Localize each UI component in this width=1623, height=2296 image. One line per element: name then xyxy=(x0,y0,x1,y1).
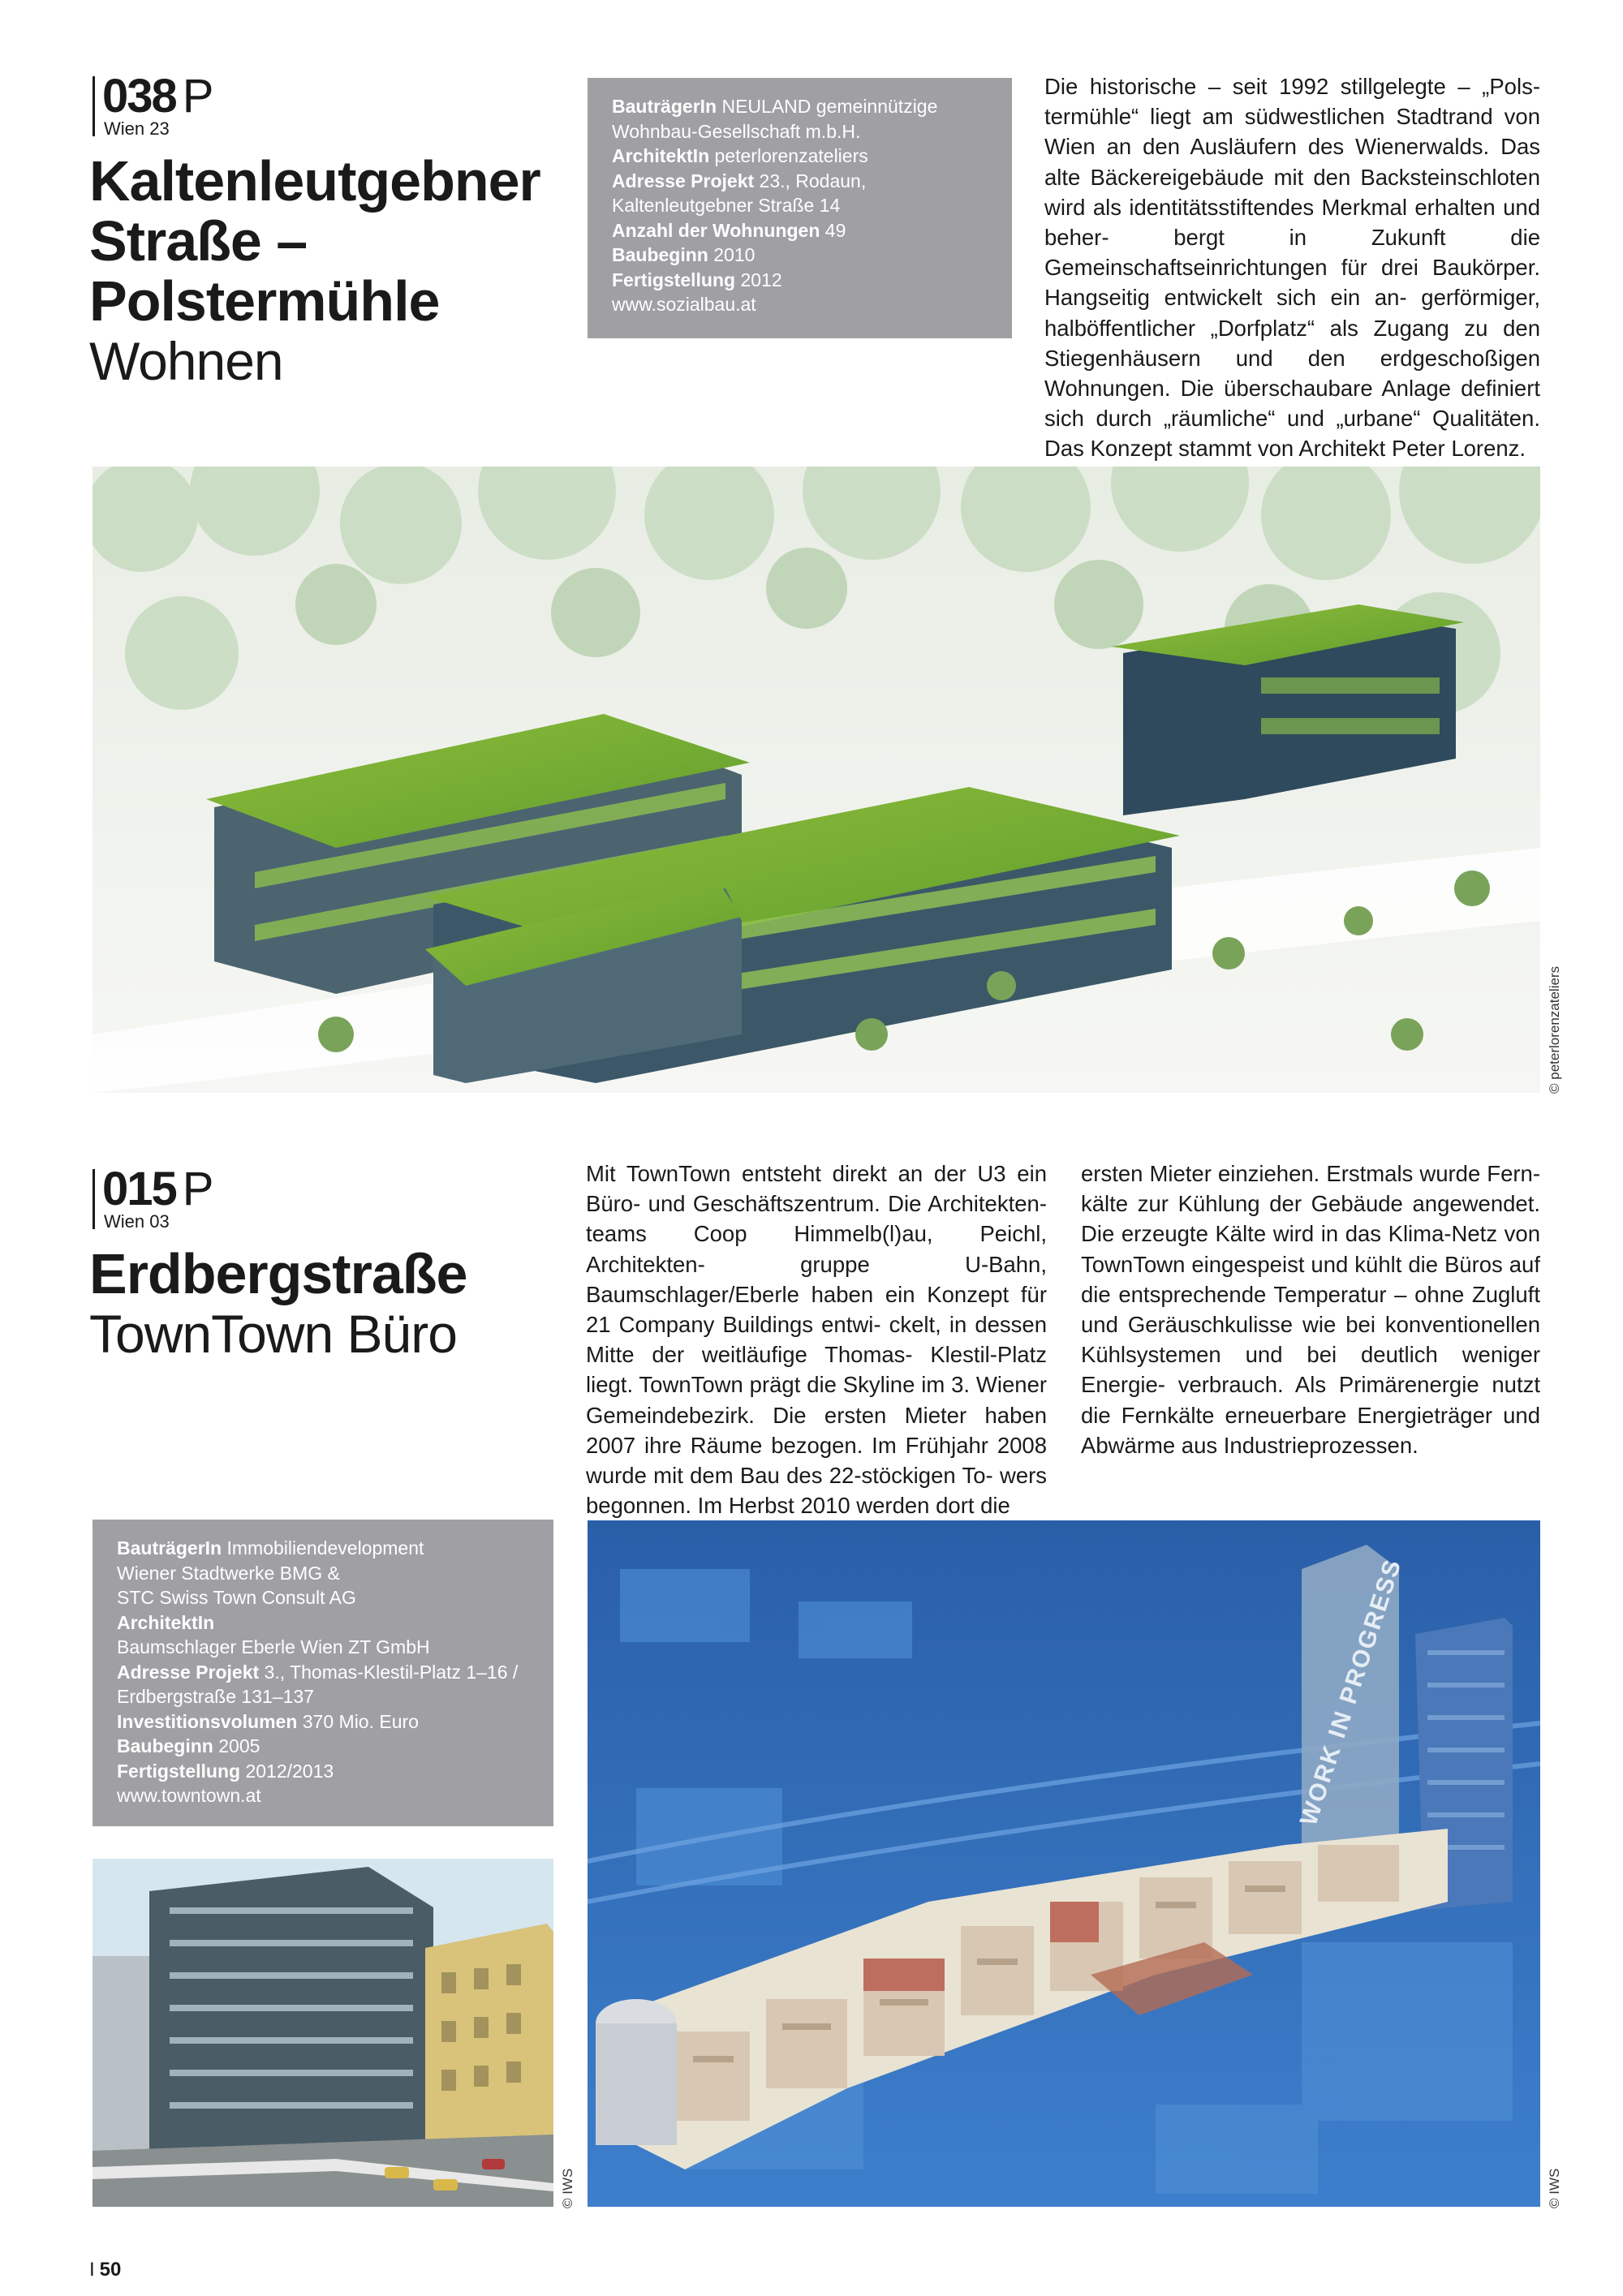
info-value: 370 Mio. Euro xyxy=(302,1710,419,1732)
body-line: drei Baukörper. Hangseitig entwickelt sich ein an- xyxy=(1044,255,1540,311)
info-label: Baubeginn xyxy=(117,1735,213,1756)
building-illustration xyxy=(93,1859,553,2207)
info-architekt-value: Baumschlager Eberle Wien ZT GmbH xyxy=(117,1636,430,1658)
body-line: Die erzeugte Kälte wird in das Klima-Netz von xyxy=(1081,1221,1540,1247)
info-label: Fertigstellung xyxy=(117,1760,241,1782)
info-value: 2005 xyxy=(218,1735,260,1756)
project-015-body-col1 xyxy=(586,1159,1047,1520)
body-line: ersten Mieter einziehen. Erstmals wurde Fern- xyxy=(1081,1161,1540,1186)
title-line-3: Polstermühle xyxy=(89,269,440,333)
info-label: BauträgerIn xyxy=(117,1537,222,1559)
body-paragraph xyxy=(1081,1159,1540,1460)
body-line: TownTown eingespeist und kühlt die Büros auf xyxy=(1081,1251,1540,1277)
image-credit: © IWS xyxy=(1547,2168,1562,2208)
info-adresse-cont: Kaltenleutgebner Straße 14 xyxy=(612,195,841,216)
number-bar xyxy=(93,76,95,136)
project-title xyxy=(89,1244,467,1364)
project-district: Wien 03 xyxy=(104,1211,170,1232)
body-line: und Geräuschkulisse wie bei konventionellen xyxy=(1081,1312,1540,1338)
project-038-info-box xyxy=(588,78,1012,338)
body-line: kälte zur Kühlung der Gebäude angewendet. xyxy=(1081,1191,1540,1217)
info-value: 2012/2013 xyxy=(245,1760,334,1782)
project-title xyxy=(89,151,540,391)
body-line: verbrauch. Als Primärenergie nutzt die Fernkälte xyxy=(1081,1372,1541,1428)
body-line: Konzept stammt von Architekt Peter Lorenz. xyxy=(1090,436,1526,462)
image-credit: © IWS xyxy=(560,2168,575,2208)
page-marker: I xyxy=(89,2259,95,2281)
info-label: Adresse Projekt xyxy=(612,170,755,191)
body-line: teams Coop Himmelb(l)au, Peichl, Architekten- xyxy=(586,1221,1047,1277)
body-line: Büro- und Geschäftszentrum. Die Architekten- xyxy=(586,1191,1047,1217)
project-038-body xyxy=(1044,71,1540,464)
info-label: Fertigstellung xyxy=(612,269,736,290)
body-line: Wien an den Ausläufern des Wienerwalds. Das alte xyxy=(1044,134,1540,190)
project-subtitle: Wohnen xyxy=(89,331,283,391)
info-value: 49 xyxy=(824,219,846,241)
info-label: ArchitektIn xyxy=(117,1611,215,1633)
info-label: ArchitektIn xyxy=(612,145,710,166)
project-038-header xyxy=(89,70,576,398)
info-baubeginn xyxy=(117,1734,529,1759)
aerial-illustration xyxy=(588,1520,1540,2207)
body-line: die entsprechende Temperatur – ohne Zugluft xyxy=(1081,1281,1540,1307)
number-bar xyxy=(93,1169,95,1229)
body-line: erneuerbare Energieträger und Abwärme aus xyxy=(1081,1402,1540,1458)
towntown-building-render xyxy=(93,1859,553,2207)
towntown-aerial-render xyxy=(588,1520,1540,2207)
project-number-suffix: P xyxy=(182,70,213,123)
body-line: haben 2007 ihre Räume bezogen. Im Frühjahr xyxy=(586,1402,1047,1458)
project-015-body-col2 xyxy=(1081,1159,1540,1460)
body-line: ckelt, in dessen Mitte der weitläufige Thomas- xyxy=(586,1312,1048,1368)
body-line: termühle“ liegt am südwestlichen Stadtrand von xyxy=(1044,104,1540,130)
body-line: als identitätsstiftendes Merkmal erhalten und beher- xyxy=(1044,194,1540,251)
info-label: Anzahl der Wohnungen xyxy=(612,219,820,241)
image-credit: © peterlorenzateliers xyxy=(1547,965,1562,1094)
info-bautraeger xyxy=(117,1536,529,1561)
project-subtitle: TownTown Büro xyxy=(89,1304,457,1364)
info-value: peterlorenzateliers xyxy=(714,145,868,166)
page-number-value: 50 xyxy=(99,2259,122,2281)
info-baubeginn xyxy=(612,243,988,268)
body-line: ein Konzept für 21 Company Buildings entwi- xyxy=(586,1281,1048,1338)
body-line: Kühlsystemen und bei deutlich weniger Energie- xyxy=(1081,1342,1540,1398)
info-bautraeger-cont: STC Swiss Town Consult AG xyxy=(117,1587,356,1608)
body-line: Klestil-Platz liegt. TownTown prägt die Skyline xyxy=(586,1342,1047,1398)
info-adresse xyxy=(117,1660,529,1685)
body-line: Mit TownTown entsteht direkt an der U3 ein xyxy=(586,1161,1047,1186)
info-website: www.towntown.at xyxy=(117,1785,261,1806)
info-bautraeger xyxy=(612,94,988,119)
body-line: wers begonnen. Im Herbst 2010 werden dort die xyxy=(586,1463,1048,1519)
info-value: 2010 xyxy=(713,244,756,265)
info-value: Immobiliendevelopment xyxy=(226,1537,424,1559)
info-fertigstellung xyxy=(117,1759,529,1784)
info-value: 23., Rodaun, xyxy=(759,170,867,191)
info-architekt xyxy=(612,144,988,169)
body-line: zu den Stiegenhäusern und den erdgeschoßigen xyxy=(1044,315,1541,371)
info-adresse xyxy=(612,169,988,194)
project-015-header xyxy=(89,1163,576,1364)
project-number xyxy=(102,70,213,123)
project-number-suffix: P xyxy=(182,1163,213,1215)
tower-sign: WORK IN PROGRESS xyxy=(1295,1555,1407,1829)
body-line: gerförmiger, halböffentlicher „Dorfplatz“ als Zugang xyxy=(1044,285,1541,341)
project-district: Wien 23 xyxy=(104,118,170,139)
title-line-1: Kaltenleutgebner xyxy=(89,149,540,213)
body-line: Bäckereigebäude mit den Backsteinschloten wird xyxy=(1044,164,1541,220)
info-value: 2012 xyxy=(740,269,782,290)
info-website: www.sozialbau.at xyxy=(612,294,756,315)
info-fertigstellung xyxy=(612,268,988,293)
project-number-value: 015 xyxy=(102,1163,176,1215)
info-wohnungen xyxy=(612,218,988,243)
render-illustration xyxy=(93,467,1540,1093)
title-line-1: Erdbergstraße xyxy=(89,1242,467,1305)
info-adresse-cont: Erdbergstraße 131–137 xyxy=(117,1686,314,1707)
body-line: 2008 wurde mit dem Bau des 22-stöckigen To- xyxy=(586,1432,1047,1489)
project-number-value: 038 xyxy=(102,70,176,123)
info-bautraeger-cont: Wohnbau-Gesellschaft m.b.H. xyxy=(612,120,861,142)
project-015-info-box xyxy=(93,1520,553,1826)
polstermuehle-render xyxy=(93,467,1540,1093)
body-line: gruppe U-Bahn, Baumschlager/Eberle haben xyxy=(586,1251,1047,1307)
body-line: bergt in Zukunft die Gemeinschaftseinrichtungen für xyxy=(1044,225,1540,281)
project-number xyxy=(102,1163,213,1215)
info-value: 3., Thomas-Klestil-Platz 1–16 / xyxy=(264,1661,519,1683)
body-line: im 3. Wiener Gemeindebezirk. Die ersten Mieter xyxy=(586,1372,1048,1428)
body-paragraph xyxy=(586,1159,1047,1520)
body-paragraph xyxy=(1044,71,1540,464)
info-label: Investitionsvolumen xyxy=(117,1710,298,1732)
body-line: sich durch „räumliche“ und „urbane“ Qualitäten. Das xyxy=(1044,406,1540,462)
info-label: Baubeginn xyxy=(612,244,708,265)
title-line-2: Straße – xyxy=(89,209,308,273)
page-number xyxy=(89,2259,121,2281)
body-line: Industrieprozessen. xyxy=(1223,1432,1419,1458)
info-bautraeger-cont: Wiener Stadtwerke BMG & xyxy=(117,1562,340,1584)
info-label: BauträgerIn xyxy=(612,96,717,117)
info-investition xyxy=(117,1709,529,1735)
body-line: Wohnungen. Die überschaubare Anlage definiert xyxy=(1044,376,1540,402)
body-line: Die historische – seit 1992 stillgelegte – „Pols- xyxy=(1044,74,1540,99)
info-label: Adresse Projekt xyxy=(117,1661,260,1683)
info-value: NEULAND gemeinnützige xyxy=(721,96,938,117)
